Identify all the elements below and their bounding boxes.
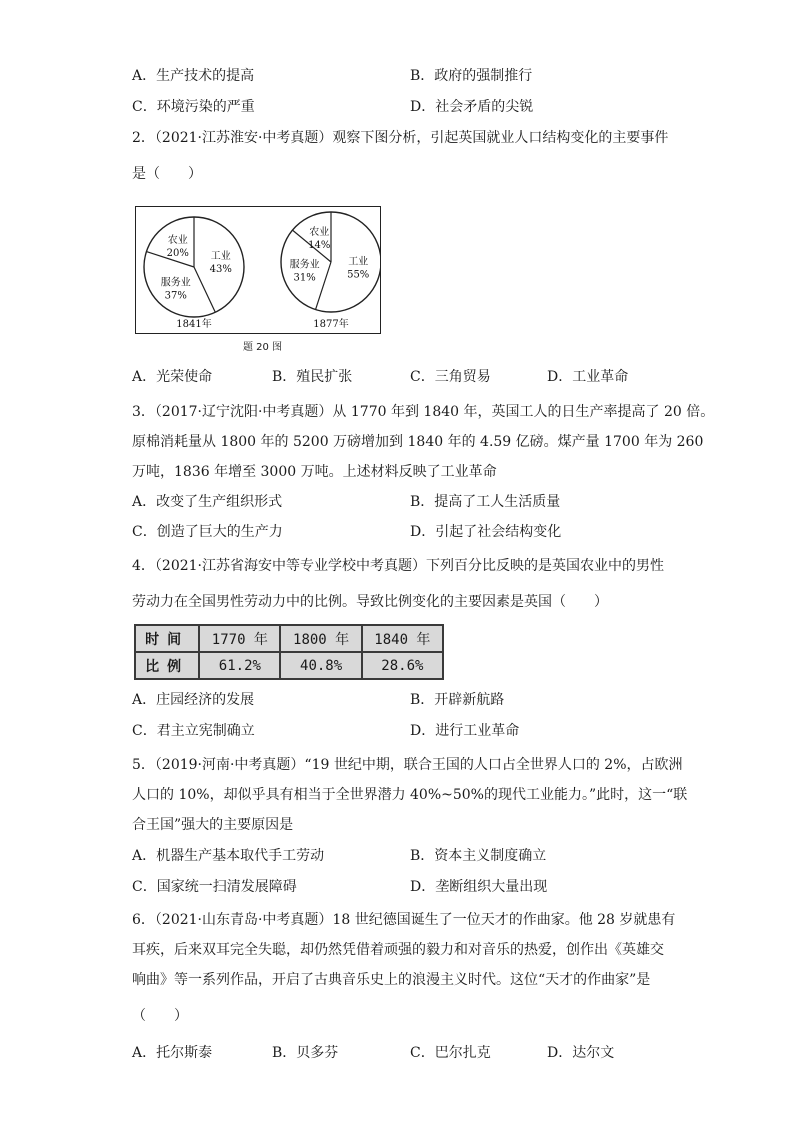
table-time-label: 时间 <box>135 625 199 652</box>
q2-stem-line1: 2．（2021·江苏淮安·中考真题）观察下图分析，引起英国就业人口结构变化的主要事件 <box>132 130 669 146</box>
q2-option-a: A．光荣使命 <box>132 369 213 385</box>
q4-option-b: B．开辟新航路 <box>410 692 505 708</box>
table-ratio-label: 比例 <box>135 652 199 679</box>
q3-stem-line1: 3．（2017·辽宁沈阳·中考真题）从 1770 年到 1840 年，英国工人的日生产率提高了 20 倍。 <box>132 404 715 420</box>
q3-stem-line3: 万吨，1836 年增至 3000 万吨。上述材料反映了工业革命 <box>132 464 497 480</box>
pie-slice-value: 20% <box>166 247 189 259</box>
table-row <box>135 625 443 652</box>
q5-option-d: D．垄断组织大量出现 <box>410 879 548 895</box>
q2-stem-line2: 是（ ） <box>132 166 202 182</box>
pie-slice-label: 工业 <box>210 251 231 262</box>
q3-option-a: A．改变了生产组织形式 <box>132 494 283 510</box>
pie-charts-figure <box>135 206 381 334</box>
q6-stem-line2: 耳疾，后来双耳完全失聪，却仍然凭借着顽强的毅力和对音乐的热爱，创作出《英雄交 <box>132 942 664 958</box>
prev-option-c: C．环境污染的严重 <box>132 99 255 115</box>
q2-option-d: D．工业革命 <box>547 369 629 385</box>
table-ratio-2: 40.8% <box>280 652 361 679</box>
q3-option-c: C．创造了巨大的生产力 <box>132 524 283 540</box>
q3-option-b: B．提高了工人生活质量 <box>410 494 561 510</box>
q2-option-b: B．殖民扩张 <box>272 369 353 385</box>
pie-slice-label: 农业 <box>167 234 188 246</box>
q2-option-c: C．三角贸易 <box>410 369 491 385</box>
prev-option-a: A．生产技术的提高 <box>132 68 255 84</box>
table-ratio-1: 61.2% <box>199 652 280 679</box>
table-year-2: 1800 年 <box>280 625 361 652</box>
table-ratio-3: 28.6% <box>362 652 443 679</box>
q4-option-d: D．进行工业革命 <box>410 723 520 739</box>
q5-stem-line1: 5．（2019·河南·中考真题）“19 世纪中期，联合王国的人口占全世界人口的 2%，占欧洲 <box>132 757 683 773</box>
pie-slice-label: 工业 <box>348 256 369 268</box>
pie-slice-label: 服务业 <box>160 277 191 289</box>
q3-stem-line2: 原棉消耗量从 1800 年的 5200 万磅增加到 1840 年的 4.59 亿磅。煤产量 1700 年为 260 <box>132 434 704 450</box>
q2-figure-caption: 题 20 图 <box>243 342 283 353</box>
prev-option-b: B．政府的强制推行 <box>410 68 533 84</box>
q6-stem-line4: （ ） <box>132 1008 188 1024</box>
table-row <box>135 652 443 679</box>
q3-option-d: D．引起了社会结构变化 <box>410 524 562 540</box>
ratio-table <box>134 624 444 680</box>
q6-stem-line3: 响曲》等一系列作品，开启了古典音乐史上的浪漫主义时代。这位“天才的作曲家”是 <box>132 972 651 988</box>
q5-option-b: B．资本主义制度确立 <box>410 848 547 864</box>
pie-slice-value: 14% <box>308 240 331 252</box>
q5-option-c: C．国家统一扫清发展障碍 <box>132 879 297 895</box>
pie-slice-value: 37% <box>164 290 187 302</box>
table-year-3: 1840 年 <box>362 625 443 652</box>
q5-option-a: A．机器生产基本取代手工劳动 <box>132 848 325 864</box>
q4-stem-line2: 劳动力在全国男性劳动力中的比例。导致比例变化的主要因素是英国（ ） <box>132 594 608 610</box>
pie-title: 1877年 <box>313 319 349 330</box>
q4-stem-line1: 4．（2021·江苏省海安中等专业学校中考真题）下列百分比反映的是英国农业中的男性 <box>132 558 664 574</box>
q4-option-c: C．君主立宪制确立 <box>132 723 255 739</box>
q5-stem-line2: 人口的 10%，却似乎具有相当于全世界潜力 40%~50%的现代工业能力。”此时，这一“联 <box>132 787 688 803</box>
q6-stem-line1: 6．（2021·山东青岛·中考真题）18 世纪德国诞生了一位天才的作曲家。他 28 岁就患有 <box>132 912 676 928</box>
q6-option-a: A．托尔斯泰 <box>132 1045 213 1061</box>
table-year-1: 1770 年 <box>199 625 280 652</box>
q5-stem-line3: 合王国”强大的主要原因是 <box>132 817 294 833</box>
pie-slice-value: 43% <box>209 264 232 275</box>
pie-title: 1841年 <box>176 319 212 330</box>
pie-charts-svg <box>136 207 380 333</box>
pie-slice-label: 服务业 <box>289 259 320 271</box>
q4-option-a: A．庄园经济的发展 <box>132 692 255 708</box>
pie-slice-label: 农业 <box>309 227 330 239</box>
q6-option-d: D．达尔文 <box>547 1045 615 1061</box>
q6-option-b: B．贝多芬 <box>272 1045 339 1061</box>
pie-slice-value: 55% <box>347 269 370 281</box>
pie-slice-value: 31% <box>293 272 316 284</box>
q6-option-c: C．巴尔扎克 <box>410 1045 491 1061</box>
prev-option-d: D．社会矛盾的尖锐 <box>410 99 534 115</box>
